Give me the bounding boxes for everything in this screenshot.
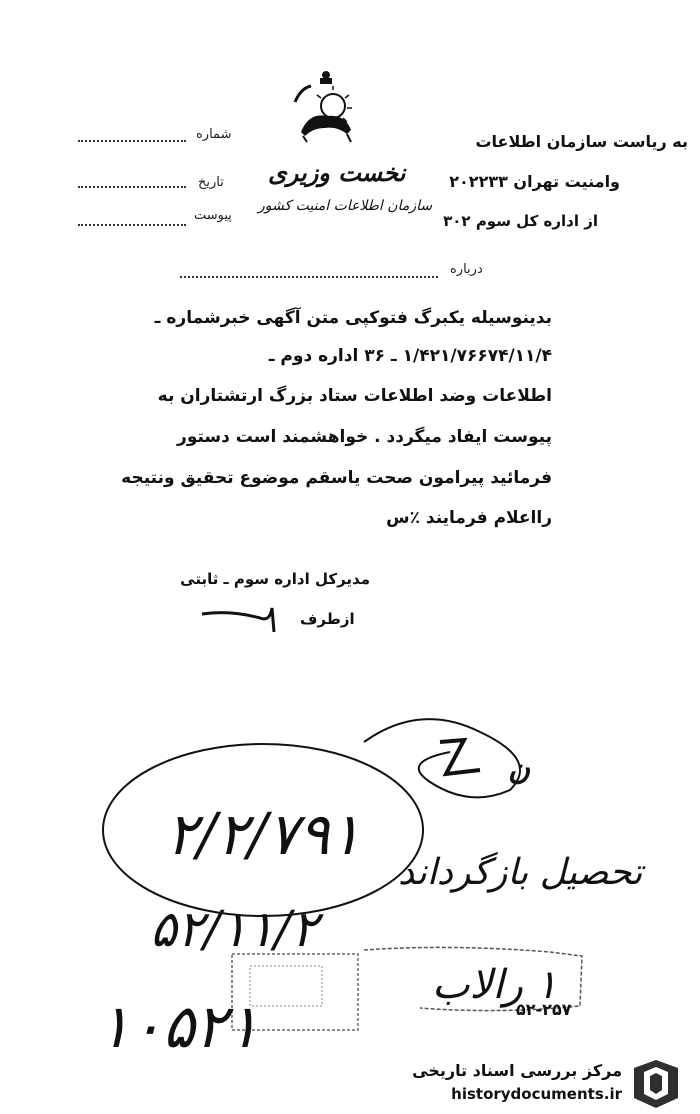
number-dotted-line [78,140,186,142]
circled-number: ۲/۲/۷۹۱ [166,800,361,868]
emblem-title: نخست وزیری [268,158,406,187]
sender-line: از اداره کل سوم ۳۰۲ [443,212,598,230]
emblem-subtitle: سازمان اطلاعات امنیت کشور [258,198,433,214]
archive-website: historydocuments.ir [451,1085,622,1103]
ink-swirl [360,712,580,812]
date-dotted-line [78,186,186,188]
body-line-3: اطلاعات وضد اطلاعات ستاد بزرگ ارتشتاران به [157,386,552,406]
body-line-5: فرمائید پیرامون صحت یاسقم موضوع تحقیق ونتیجه [121,468,552,488]
on-behalf-label: ازطرف [300,610,355,628]
number-label: شماره [196,127,232,142]
subject-dotted-line [180,276,438,278]
archive-logo-icon [628,1058,684,1110]
handwritten-signature [200,596,290,636]
reference-number: ۵۲-۲۵۷ [516,1000,572,1019]
file-code: ۱۰۵۲۱ [98,992,260,1062]
subject-label: درباره [450,262,483,277]
body-line-4: پیوست ایفاد میگردد . خواهشمند است دستور [177,427,552,447]
attachment-label: پیوست [194,208,232,223]
initials-mark: ن [508,752,531,787]
body-line-6: رااعلام فرمایند ٪س [386,508,552,528]
lion-and-sun-emblem [287,68,367,146]
recipient-line-2: وامنیت تهران ۲۰۲۲۳۳ [449,172,620,191]
stamp-text: ۱ رالاب [432,962,558,1008]
body-line-2: ۱/۴۲۱/۷۶۶۷۴/۱۱/۴ ـ ۳۶ اداره دوم ـ [268,346,552,366]
date-label: تاریخ [198,175,224,190]
body-line-1: بدینوسیله یکبرگ فتوکپی متن آگهی خبرشماره ـ [154,308,552,328]
attachment-dotted-line [78,224,186,226]
handwritten-note: تحصیل بازگرداند [398,852,643,893]
signature-title: مدیرکل اداره سوم ـ ثابتی [180,570,370,588]
recipient-line-1: به ریاست سازمان اطلاعات [475,132,688,151]
archive-org-name: مرکز بررسی اسناد تاریخی [412,1061,622,1080]
handwritten-date: ۵۲/۱۱/۲ [150,900,318,958]
